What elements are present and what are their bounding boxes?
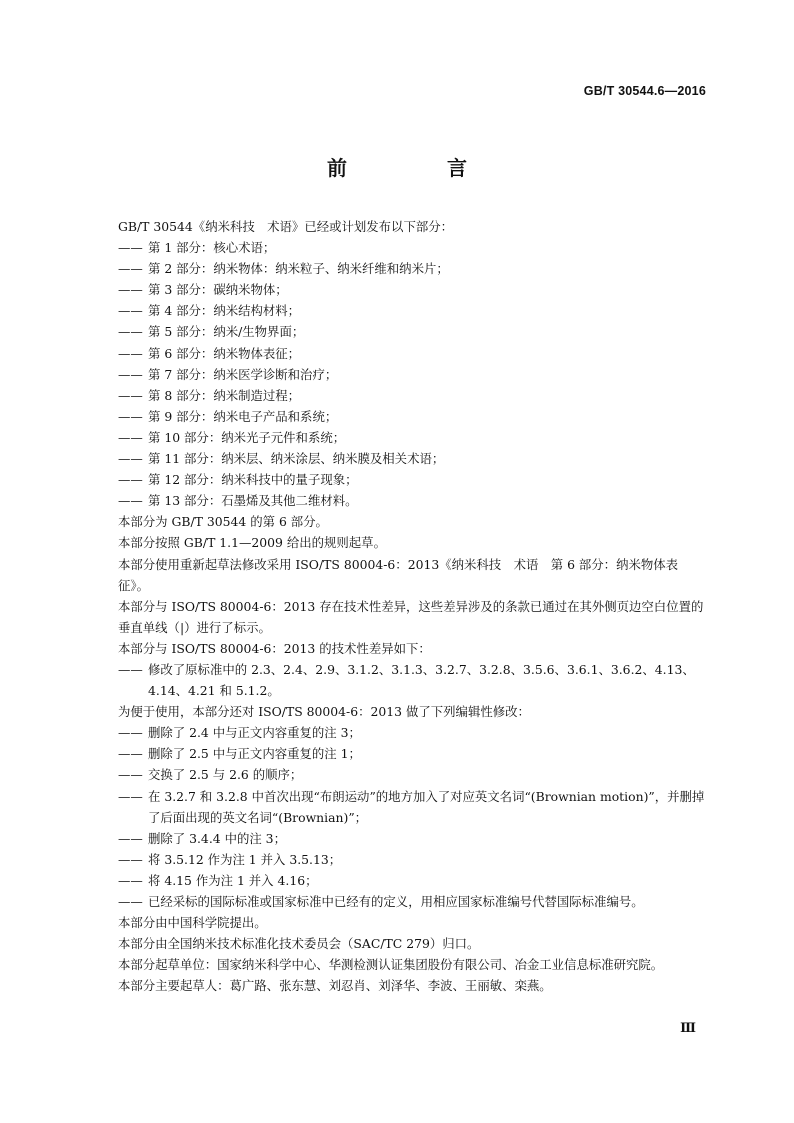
part-list-item-text: 第 1 部分：核心术语； [148, 240, 276, 256]
editorial-change-item [118, 743, 708, 764]
editorial-change-item [118, 891, 708, 912]
part-list-item [118, 279, 708, 300]
dash-marker: —— [118, 451, 143, 467]
dash-marker: —— [118, 472, 143, 488]
editorial-change-item-text: 删除了 2.5 中与正文内容重复的注 1； [148, 746, 361, 762]
part-list-item [118, 469, 708, 490]
adoption-statement: 本部分使用重新起草法修改采用 ISO/TS 80004-6：2013《纳米科技 术语 第 6 部分：纳米物体表征》。 [118, 556, 679, 593]
dash-marker: —— [118, 387, 143, 403]
standard-number: GB/T 30544.6—2016 [583, 84, 706, 98]
technical-difference-item-text: 修改了原标准中的 2.3、2.4、2.9、3.1.2、3.1.3、3.2.7、3.2.8、3.5.6、3.6.1、3.6.2、4.13、4.14、4.21 和 5.1.2。 [148, 661, 695, 699]
dash-marker: —— [118, 851, 143, 867]
managed-by: 本部分由全国纳米技术标准化技术委员会（SAC/TC 279）归口。 [118, 936, 480, 952]
part-list-item-text: 第 5 部分：纳米/生物界面； [148, 324, 305, 340]
editorial-change-item-text: 删除了 2.4 中与正文内容重复的注 3； [148, 725, 361, 741]
dash-marker: —— [118, 830, 143, 846]
dash-marker: —— [118, 767, 143, 783]
part-list-item-text: 第 7 部分：纳米医学诊断和治疗； [148, 366, 338, 382]
part-list-item [118, 343, 708, 364]
part-list-item-text: 第 11 部分：纳米层、纳米涂层、纳米膜及相关术语； [148, 451, 445, 467]
part-statement: 本部分为 GB/T 30544 的第 6 部分。 [118, 514, 328, 530]
part-list-item-text: 第 10 部分：纳米光子元件和系统； [148, 429, 346, 445]
editorial-change-item-text: 删除了 3.4.4 中的注 3； [148, 830, 286, 846]
part-list-item [118, 448, 708, 469]
dash-marker: —— [118, 725, 143, 741]
editorial-change-item-text: 将 4.15 作为注 1 并入 4.16； [148, 872, 318, 888]
editorial-change-item [118, 786, 708, 828]
part-list-item-text: 第 12 部分：纳米科技中的量子现象； [148, 472, 358, 488]
editorial-change-item-text: 交换了 2.5 与 2.6 的顺序； [148, 767, 303, 783]
dash-marker: —— [118, 872, 143, 888]
dash-marker: —— [118, 240, 143, 256]
dash-marker: —— [118, 408, 143, 424]
drafting-rules-statement: 本部分按照 GB/T 1.1—2009 给出的规则起草。 [118, 535, 386, 551]
part-list-item [118, 385, 708, 406]
dash-marker: —— [118, 261, 143, 277]
editorial-change-item-text: 在 3.2.7 和 3.2.8 中首次出现“布朗运动”的地方加入了对应英文名词“(Brownian motion)”，并删掉了后面出现的英文名词“(Brownian)”； [148, 788, 705, 825]
technical-difference-intro: 本部分与 ISO/TS 80004-6：2013 的技术性差异如下： [118, 640, 431, 656]
part-list-item [118, 258, 708, 279]
part-list-item [118, 406, 708, 427]
dash-marker: —— [118, 746, 143, 762]
technical-difference-list [118, 659, 708, 701]
part-list-item-text: 第 6 部分：纳米物体表征； [148, 345, 301, 361]
drafting-units: 本部分起草单位：国家纳米科学中心、华测检测认证集团股份有限公司、冶金工业信息标准研究院。 [118, 957, 664, 973]
main-drafters: 本部分主要起草人：葛广路、张东慧、刘忍肖、刘泽华、李波、王丽敏、栾燕。 [118, 978, 552, 994]
part-list-item [118, 300, 708, 321]
part-list-item-text: 第 3 部分：碳纳米物体； [148, 282, 288, 298]
technical-difference-note: 本部分与 ISO/TS 80004-6：2013 存在技术性差异，这些差异涉及的条款已通过在其外侧页边空白位置的垂直单线（|）进行了标示。 [118, 598, 704, 635]
dash-marker: —— [118, 366, 143, 382]
part-list-item-text: 第 8 部分：纳米制造过程； [148, 387, 301, 403]
dash-marker: —— [118, 493, 143, 509]
dash-marker: —— [118, 303, 143, 319]
intro-paragraph: GB/T 30544《纳米科技 术语》已经或计划发布以下部分： [118, 219, 454, 234]
technical-difference-item [118, 659, 708, 701]
dash-marker: —— [118, 788, 143, 804]
part-list-item-text: 第 9 部分：纳米电子产品和系统； [148, 408, 338, 424]
editorial-intro: 为便于使用，本部分还对 ISO/TS 80004-6：2013 做了下列编辑性修改： [118, 704, 530, 720]
part-list-item [118, 321, 708, 342]
dash-marker: —— [118, 429, 143, 445]
proposed-by: 本部分由中国科学院提出。 [118, 915, 267, 931]
editorial-change-item [118, 828, 708, 849]
dash-marker: —— [118, 345, 143, 361]
editorial-change-list [118, 722, 708, 912]
part-list-item [118, 490, 708, 511]
editorial-change-item-text: 已经采标的国际标准或国家标准中已经有的定义，用相应国家标准编号代替国际标准编号。 [148, 894, 644, 909]
part-list-item-text: 第 13 部分：石墨烯及其他二维材料。 [148, 493, 358, 509]
dash-marker: —— [118, 282, 143, 298]
editorial-change-item [118, 764, 708, 785]
editorial-change-item [118, 722, 708, 743]
page-title: 前 言 [327, 156, 507, 180]
dash-marker: —— [118, 661, 143, 677]
part-list-item [118, 237, 708, 258]
dash-marker: —— [118, 324, 143, 340]
dash-marker: —— [118, 894, 143, 909]
parts-list [118, 237, 708, 511]
editorial-change-item [118, 849, 708, 870]
foreword-body [118, 216, 708, 996]
part-list-item-text: 第 4 部分：纳米结构材料； [148, 303, 301, 319]
editorial-change-item-text: 将 3.5.12 作为注 1 并入 3.5.13； [148, 851, 342, 867]
editorial-change-item [118, 870, 708, 891]
part-list-item [118, 364, 708, 385]
part-list-item-text: 第 2 部分：纳米物体：纳米粒子、纳米纤维和纳米片； [148, 261, 449, 277]
part-list-item [118, 427, 708, 448]
page-number: Ⅲ [680, 1020, 696, 1035]
